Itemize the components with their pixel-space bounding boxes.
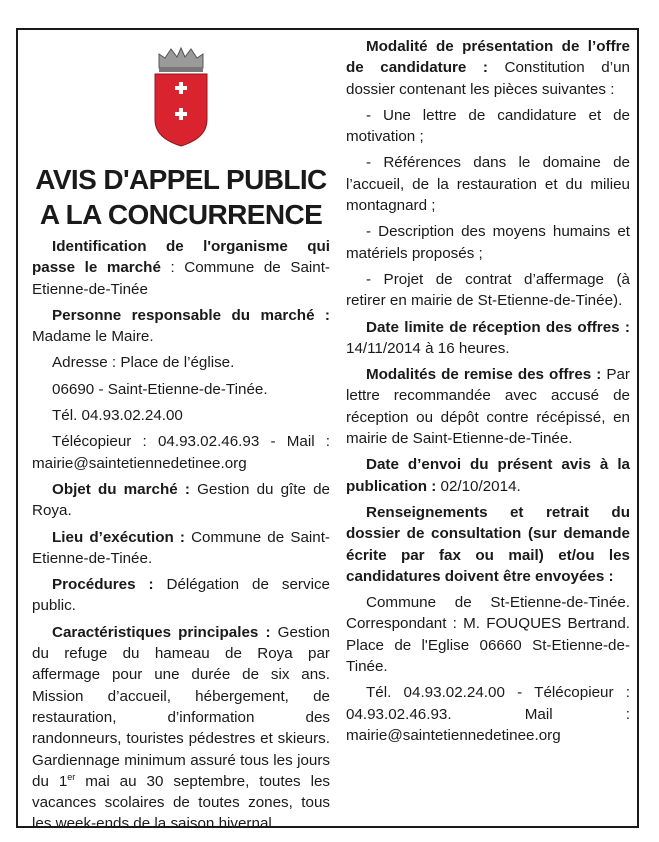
characteristics-text-before: Gestion du refuge du hameau de Roya par affermage pour une durée de six ans. Mission d’accueil, hébergement, de restauration, d’information des randonneurs, touristes pédestres et skieurs. Gardiennage minimum assuré tous les jours du 1: [32, 623, 330, 790]
notice-frame: [16, 28, 639, 833]
info-label: Renseignements et retrait du dossier de consultation (sur demande écrite par fax ou mail) et/ou les candidatures doivent être envoyées :: [346, 503, 630, 585]
modality-paragraph: [346, 36, 630, 100]
object-label: Objet du marché :: [52, 480, 190, 498]
identification-text: : Commune de Saint-Etienne-de-Tinée: [32, 259, 330, 298]
right-column: [346, 30, 630, 751]
send-date-paragraph: [346, 454, 630, 497]
piece-item: - Une lettre de candidature et de motivation ;: [346, 106, 630, 146]
responsible-text: Madame le Maire.: [32, 328, 154, 346]
characteristics-paragraph: [32, 622, 330, 835]
object-paragraph: [32, 479, 330, 522]
deadline-label: Date limite de réception des offres :: [366, 318, 630, 336]
responsible-label: Personne responsable du marché :: [52, 306, 330, 324]
characteristics-text-after: mai au 30 septembre, toutes les vacances scolaires de toutes zones, tous les week-ends de la saison hivernal.: [32, 772, 331, 833]
submission-paragraph: [346, 364, 630, 449]
contact-phone-paragraph: Tél. 04.93.02.24.00 - Télécopieur : 04.93.02.46.93. Mail : mairie@saintetiennedetinee.org: [346, 684, 630, 744]
submission-label: Modalités de remise des offres :: [366, 366, 602, 384]
address-line: Adresse : Place de l’église.: [52, 354, 235, 372]
piece-item: - Projet de contrat d’affermage (à retirer en mairie de St-Etienne-de-Tinée).: [346, 270, 630, 310]
identification-paragraph: [32, 236, 330, 300]
procedures-text: Délégation de service public.: [32, 576, 330, 615]
send-date-text: 02/10/2014.: [436, 477, 521, 495]
procedures-label: Procédures :: [52, 576, 154, 594]
submission-text: Par lettre recommandée avec accusé de réception ou dépôt contre récépissé, en mairie de Saint-Etienne-de-Tinée.: [346, 366, 630, 448]
procedures-paragraph: [32, 574, 330, 617]
object-text: Gestion du gîte de Roya.: [32, 480, 330, 520]
modality-text: Constitution d’un dossier contenant les pièces suivantes :: [346, 59, 630, 98]
piece-item: - Description des moyens humains et matériels proposés ;: [346, 223, 630, 262]
postcode-line: 06690 - Saint-Etienne-de-Tinée.: [52, 380, 268, 398]
location-label: Lieu d’exécution :: [52, 528, 185, 546]
notice-title: [32, 162, 330, 232]
piece-item: - Références dans le domaine de l’accueil, de la restauration et du milieu montagnard ;: [346, 154, 630, 215]
left-column: [32, 30, 330, 840]
modality-label: Modalité de présentation de l’offre de candidature :: [346, 38, 630, 77]
info-paragraph: [346, 502, 630, 587]
characteristics-sup: er: [67, 771, 76, 782]
deadline-paragraph: [346, 317, 630, 360]
send-date-label: Date d’envoi du présent avis à la publication :: [346, 456, 630, 495]
title-line-1: AVIS D'APPEL PUBLIC: [35, 164, 327, 195]
fax-mail-line: Télécopieur : 04.93.02.46.93 - Mail : mairie@saintetiennedetinee.org: [32, 433, 330, 472]
location-text: Commune de Saint-Etienne-de-Tinée.: [32, 528, 330, 567]
coat-of-arms-icon: [151, 46, 211, 148]
identification-label: Identification de l'organisme qui passe le marché: [32, 238, 330, 277]
responsible-paragraph: [32, 305, 330, 348]
characteristics-label: Caractéristiques principales :: [52, 623, 271, 641]
location-paragraph: [32, 527, 330, 570]
deadline-text: 14/11/2014 à 16 heures.: [346, 339, 510, 357]
phone-line: Tél. 04.93.02.24.00: [52, 407, 183, 425]
title-line-2: A LA CONCURRENCE: [39, 199, 323, 230]
contact-paragraph: Commune de St-Etienne-de-Tinée. Correspondant : M. FOUQUES Bertrand. Place de l'Eglise 06660 St-Etienne-de-Tinée.: [346, 594, 630, 676]
